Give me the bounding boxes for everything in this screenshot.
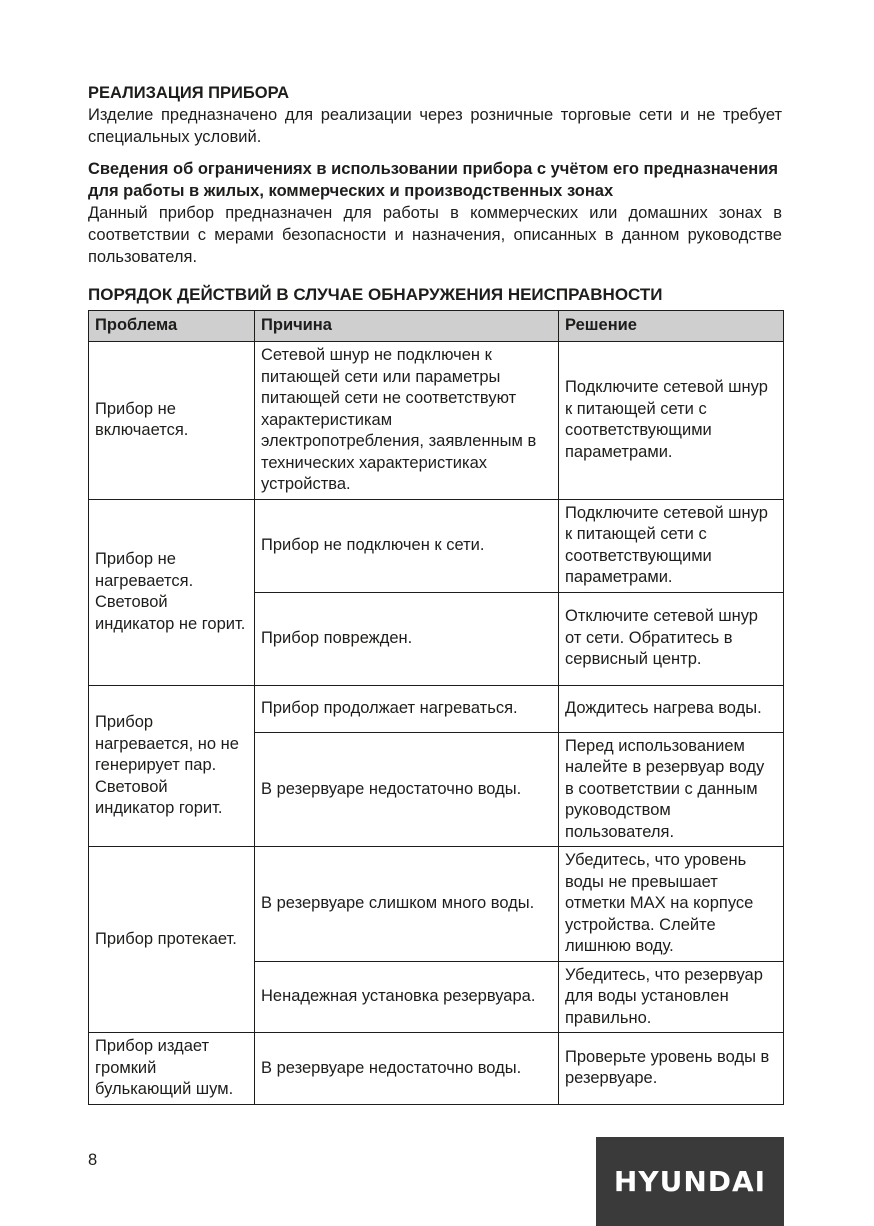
table-row (89, 342, 784, 500)
page-content (88, 82, 782, 268)
header-problem: Проблема (89, 311, 255, 342)
cause-cell: Прибор поврежден. (255, 592, 559, 685)
solution-cell: Дождитесь нагрева воды. (559, 685, 784, 732)
cause-cell: Ненадежная установка резервуара. (255, 961, 559, 1033)
header-solution: Решение (559, 311, 784, 342)
problem-cell: Прибор нагревается, но не генерирует пар. Световой индикатор горит. (89, 685, 255, 847)
troubleshooting-table (88, 310, 784, 1105)
cause-cell: Прибор продолжает нагреваться. (255, 685, 559, 732)
table-row (89, 847, 784, 962)
cause-cell: В резервуаре слишком много воды. (255, 847, 559, 962)
table-row (89, 1033, 784, 1105)
solution-cell: Отключите сетевой шнур от сети. Обратитесь в сервисный центр. (559, 592, 784, 685)
table-header-row (89, 311, 784, 342)
page-number: 8 (88, 1151, 98, 1169)
section-heading-sale: РЕАЛИЗАЦИЯ ПРИБОРА (88, 84, 290, 102)
solution-cell: Убедитесь, что уровень воды не превышает отметки MAX на корпусе устройства. Слейте лишнюю воду. (559, 847, 784, 962)
solution-cell: Перед использованием налейте в резервуар воду в соответствии с данным руководством пользователя. (559, 732, 784, 847)
solution-cell: Подключите сетевой шнур к питающей сети с соответствующими параметрами. (559, 342, 784, 500)
cause-cell: В резервуаре недостаточно воды. (255, 1033, 559, 1105)
problem-cell: Прибор не включается. (89, 342, 255, 500)
cause-cell: В резервуаре недостаточно воды. (255, 732, 559, 847)
problem-cell: Прибор издает громкий булькающий шум. (89, 1033, 255, 1105)
cause-cell: Сетевой шнур не подключен к питающей сети или параметры питающей сети не соответствуют характеристикам электропотребления, заявленным в технических характеристиках устройства. (255, 342, 559, 500)
table-row (89, 499, 784, 592)
solution-cell: Убедитесь, что резервуар для воды установлен правильно. (559, 961, 784, 1033)
hyundai-logo (596, 1137, 784, 1226)
section-heading-restrictions: Сведения об ограничениях в использовании прибора с учётом его предназначения для работы в жилых, коммерческих и производственных зонах (88, 160, 778, 200)
section-text-sale: Изделие предназначено для реализации через розничные торговые сети и не требует специальных условий. (88, 106, 782, 146)
table-row (89, 685, 784, 732)
problem-cell: Прибор протекает. (89, 847, 255, 1033)
logo-text: HYUNDAI (613, 1165, 767, 1198)
table-title: ПОРЯДОК ДЕЙСТВИЙ В СЛУЧАЕ ОБНАРУЖЕНИЯ НЕИСПРАВНОСТИ (88, 285, 663, 304)
cause-cell: Прибор не подключен к сети. (255, 499, 559, 592)
problem-cell: Прибор не нагревается. Световой индикатор не горит. (89, 499, 255, 685)
solution-cell: Подключите сетевой шнур к питающей сети с соответствующими параметрами. (559, 499, 784, 592)
solution-cell: Проверьте уровень воды в резервуаре. (559, 1033, 784, 1105)
header-cause: Причина (255, 311, 559, 342)
section-text-restrictions: Данный прибор предназначен для работы в коммерческих или домашних зонах в соответствии с мерами безопасности и назначения, описанных в данном руководстве пользователя. (88, 204, 782, 266)
